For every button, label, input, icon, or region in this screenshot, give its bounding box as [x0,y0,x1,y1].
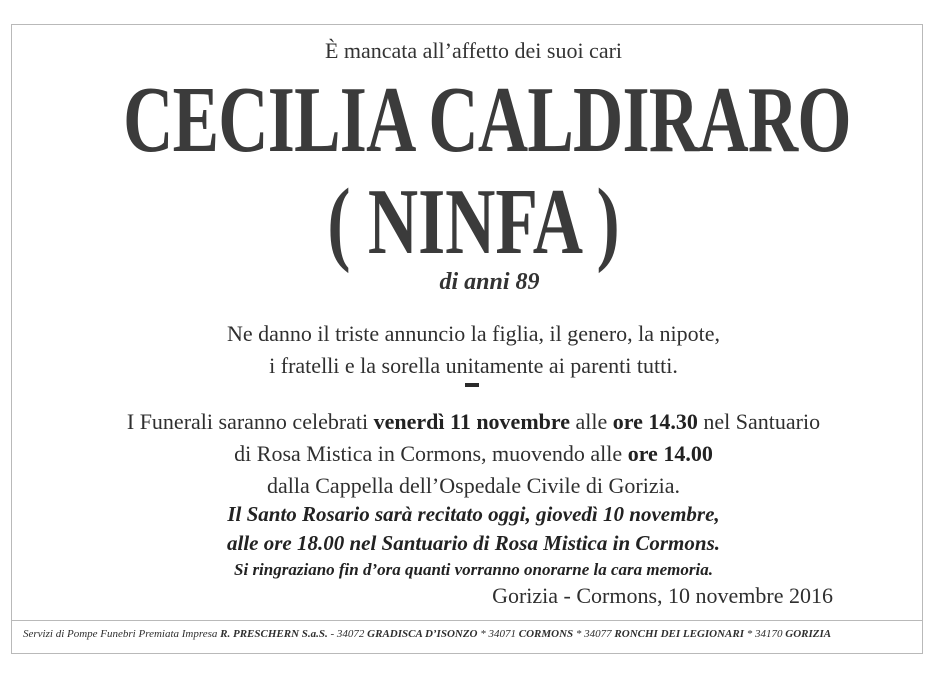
funeral-line-1 [0,406,947,438]
rosary-details [0,500,947,558]
funeral-home-footer [23,628,831,640]
funeral-text: nel Santuario [697,409,821,434]
footer-city: GRADISCA D’ISONZO [367,628,478,640]
funeral-text: di Rosa Mistica in Cormons, muovendo alle [234,441,628,466]
announcement [0,318,947,382]
funeral-line-3: dalla Cappella dell’Ospedale Civile di Gorizia. [267,473,680,498]
funeral-line-2 [0,438,947,470]
rosary-line-2: alle ore 18.00 nel Santuario di Rosa Mistica in Cormons. [226,531,720,555]
deceased-name: CECILIA CALDIRARO [123,68,851,172]
footer-prefix: Servizi di Pompe Funebri Premiata Impresa [23,628,221,640]
place-date: Gorizia - Cormons, 10 novembre 2016 [492,583,833,608]
separator-dash [465,383,479,387]
announcement-line-1: Ne danno il triste annuncio la figlia, il genero, la nipote, [226,321,721,346]
funeral-date: venerdì 11 novembre [373,409,571,434]
footer-city: GORIZIA [785,628,832,640]
footer-sep: - 34072 [327,628,368,640]
footer-sep: * 34077 [573,628,615,640]
footer-sep: * 34170 [744,628,786,640]
footer-sep: * 34071 [477,628,519,640]
thanks-line: Si ringraziano fin d’ora quanti vorranno onorarne la cara memoria. [234,560,713,579]
footer-city: CORMONS [518,628,574,640]
footer-company: R. PRESCHERN S.a.S. [220,628,328,640]
departure-time: ore 14.00 [627,441,713,466]
rosary-line-1: Il Santo Rosario sarà recitato oggi, giovedì 10 novembre, [227,502,720,526]
announcement-line-2: i fratelli e la sorella unitamente ai parenti tutti. [269,353,678,378]
funeral-text: alle [570,409,613,434]
footer-divider [11,620,923,621]
funeral-details [0,406,947,502]
deceased-nickname: ( NINFA ) [327,170,620,274]
intro-line: È mancata all’affetto dei suoi cari [324,38,623,63]
footer-city: RONCHI DEI LEGIONARI [614,628,745,640]
deceased-age: di anni 89 [439,269,540,295]
funeral-time: ore 14.30 [612,409,698,434]
funeral-text: I Funerali saranno celebrati [126,409,374,434]
